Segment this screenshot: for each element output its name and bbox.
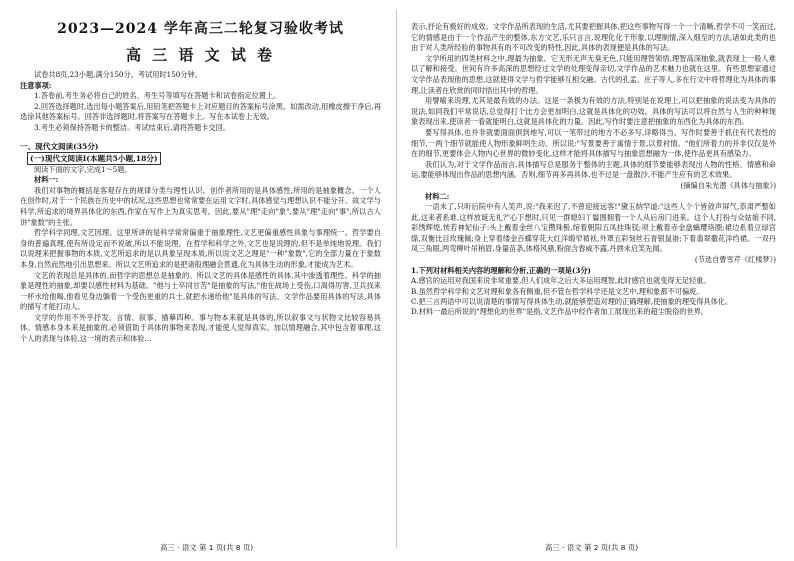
paragraph: 我们认为,对于文学作品而言,具体描写总是服务于整体的主题,具体的细节要能够表现出人物的性格、情感和命运,要能够体现出作品的思想内涵。否则,细节再多再具体,也不过是一盘散沙,不能产生应有的艺术效果。 xyxy=(411,159,776,180)
reading-instruction: 阅读下面的文字,完成1～5题。 xyxy=(34,164,132,174)
option-b: B.虽然哲学科学和文艺对理和象各有侧重,但不管在哲学科学还是文艺中,理和象都不可偏废。 xyxy=(411,286,704,296)
paragraph: 我们对事物的概括是客观存在的规律分类与理性认识。创作者所用的是具体感性,所用的是抽象概念。一个人在创作时,对于一个民族在历史中的状况,这些思想也常常要在运用文字时,具体感觉与理想认识不能分开。故文学与科学,所追求的境界具体化的东西,作家在写作上为真实思考。因此,要从"理"走向"象",要从"理"走向"事",所以古人讲"象数"的主张。 xyxy=(20,185,381,227)
subsection-title: (一)现代文阅读Ⅰ(本题共5小题,18分) xyxy=(27,152,161,165)
paragraph: 用譬喻来说理,尤其是最有效的办法。这是一条极为有效的方法,特别是在说理上,可以把抽象的说法变为具体的说法,如同我们平常说话,总觉得打个比方会更加明白,这就是具体化的功效。具体的写法可以将自然与人生的种种现象表现出来,使读者一看就能明白,这就是具体化的力量。因此,写作时要注意把抽象的东西化为具体的东西。 xyxy=(411,96,776,127)
exam-title: 2023—2024 学年高三二轮复习验收考试 xyxy=(57,21,344,37)
note-item-3: 3.考生必须保持答题卡的整洁。考试结束后,请将答题卡交回。 xyxy=(34,122,231,132)
question-1-stem: 1.下列对材料相关内容的理解和分析,正确的一项是(3分) xyxy=(411,265,591,275)
paragraph: 文艺的表现总是具体的,而哲学的思想总是抽象的。所以文艺的具体是感性的具体,其中渗透着理性。科学的抽象是理性的抽象,却要以感性材料为基础。"他与士卒同甘苦"是抽象的写法,"他在战场上受伤,口渴得厉害,卫兵找来一杯水给他喝,他看见身边躺着一个受伤更重的兵士,就把水递给他"是具体的写法。文学作品要用具体的写法,具体的描写才能打动人。 xyxy=(20,270,381,312)
paragraph: 表示,抒论有极好的成效。文学作品所表现的生活,尤其要把握具体,把这些事物写得一个一个清晰,哲学不可一笑而过,它的情感是由于一个作品产生的整体,东方文艺,乐只言言,说理化化于形象,以理制情,深入细至的方法,诸如此类的也由于对人类所经验的事物具有的不可改变的特性,因此,具体的表现便是具体的写法。 xyxy=(411,22,776,53)
option-c: C.把三言两语中可以说清楚的事情写得具体生动,就能够塑造对理的正确理解,使抽象的理变得具体化。 xyxy=(411,297,733,307)
note-item-2: 2.回答选择题时,选出每小题答案后,用铅笔把答题卡上对应题目的答案标号涂黑。如需改动,用橡皮擦干净后,再选涂其他答案标号。回答非选择题时,将答案写在答题卡上。写在本试卷上无效。 xyxy=(20,101,381,122)
paragraph: 哲学科学同理,文艺因理。这里所讲的是科学常常偏重于抽象理性,文艺更偏重感性具象与事理统一。哲学要自身的普遍真理,使有所设定而不说破,所以不能说理。在哲学和科学之外,文艺也是说理的,但不是单纯地说理。我们以说理来把握事物的本质,文艺所追求的是以具象呈现本质,所以说文艺之理是"一种"象数",它的全部力量在于象数本身,自然而然地引出思想来。所以文艺所追求的是把诸般理融会贯通,化为具体生动的形象,才能成为艺术。 xyxy=(20,228,381,269)
section-title: 一、现代文阅读(35分) xyxy=(20,141,99,151)
paragraph: 文学的作用不外乎抒发、言情、叙事、描摹四种。事与物本来就是具体的,所以叙事文与状物文比较容易具体。情感本身本来是抽象的,必须借助于具体的事物来表现,才能使人觉得真实。加以情理融合,其中包含着事理,这个人的表现与体验,这一境的表示和体验… xyxy=(20,312,381,344)
note-item-1: 1.答卷前,考生务必将自己的姓名、考生号等填写在答题卡和试卷指定位置上。 xyxy=(34,91,281,101)
paragraph: 要写得具体,也并非就要面面俱到地写,可以一笔带过的地方不必多写,详略得当。写作时要善于抓住有代表性的细节,一两个细节就能使人物形象鲜明生动。所以说:"写景要善于寓情于景,以景衬情。"他们所着力的并非仅仅是外在的细节,更要体会人物内心世界的微妙变化,这样才能将具体描写与抽象思想融为一体,使作品更具有感染力。 xyxy=(411,127,776,159)
source-citation-1: (摘编自朱光潜《具体与抽象》) xyxy=(680,180,776,190)
option-d: D.材料一最后所说的"理想化的世界"是指,文艺作品中经作者加工展现出来的超尘脱俗的世界。 xyxy=(411,307,709,317)
material2-text: 一语未了,只听后院中有人笑声,说:"我来迟了,不曾迎接远客!"黛玉纳罕道:"这些人个个皆敛声屏气,恭肃严整如此,这来者系谁,这样放诞无礼?"心下想时,只见一群媳妇丫鬟围拥着一个人从后房门进来。这个人打扮与众姑娘不同,彩绣辉煌,恍若神妃仙子:头上戴着金丝八宝攒珠髻,绾着朝阳五凤挂珠钗;项上戴着赤金盘螭璎珞圈;裙边系着豆绿宫绦,双衡比目玫瑰佩;身上穿着缕金百蝶穿花大红洋缎窄褃袄,外罩五彩刻丝石青银鼠褂;下着翡翠撒花洋绉裙。一双丹凤三角眼,两弯柳叶吊梢眉,身量苗条,体格风骚,粉面含春威不露,丹唇未启笑先闻。 xyxy=(411,202,776,254)
page-footer-2: 高三 · 语文 第 2 页(共 8 页) xyxy=(545,543,639,552)
exam-info: 试卷共8页,23小题,满分150分。考试用时150分钟。 xyxy=(34,70,202,79)
paper-subject: 高 三 语 文 试 卷 xyxy=(125,46,276,64)
option-a: A.感官的运用对我国来说非常重要,但人们成年之后大多运用理智,此时感官也就变得无足轻重。 xyxy=(411,276,711,286)
material1-label: 材料一: xyxy=(34,175,59,185)
notes-label: 注意事项: xyxy=(20,80,52,90)
page-2 xyxy=(397,0,794,561)
paragraph: 文学所用的四类材料之中,理最为抽象。它无形无声无臭无色,只能用理智领悟,理智高深抽象,就表现上一般人难以了解和接受。世间有许多高深的思想经过文学的处理变得亲切,文学作品的艺术魅力也就在这里。有些思想家通过文学作品表现他的思想,这就使得文学与哲学能够互相交融。古代的孔孟、庄子等人,多在行文中将哲理化为具体的事理,让读者在欣赏的同时悟出其中的哲理。 xyxy=(411,53,776,95)
material2-label: 材料二: xyxy=(425,191,450,201)
source-citation-2: (节选自曹雪芹《红楼梦》) xyxy=(694,255,776,265)
page-footer-1: 高三 · 语文 第 1 页(共 8 页) xyxy=(160,543,254,552)
